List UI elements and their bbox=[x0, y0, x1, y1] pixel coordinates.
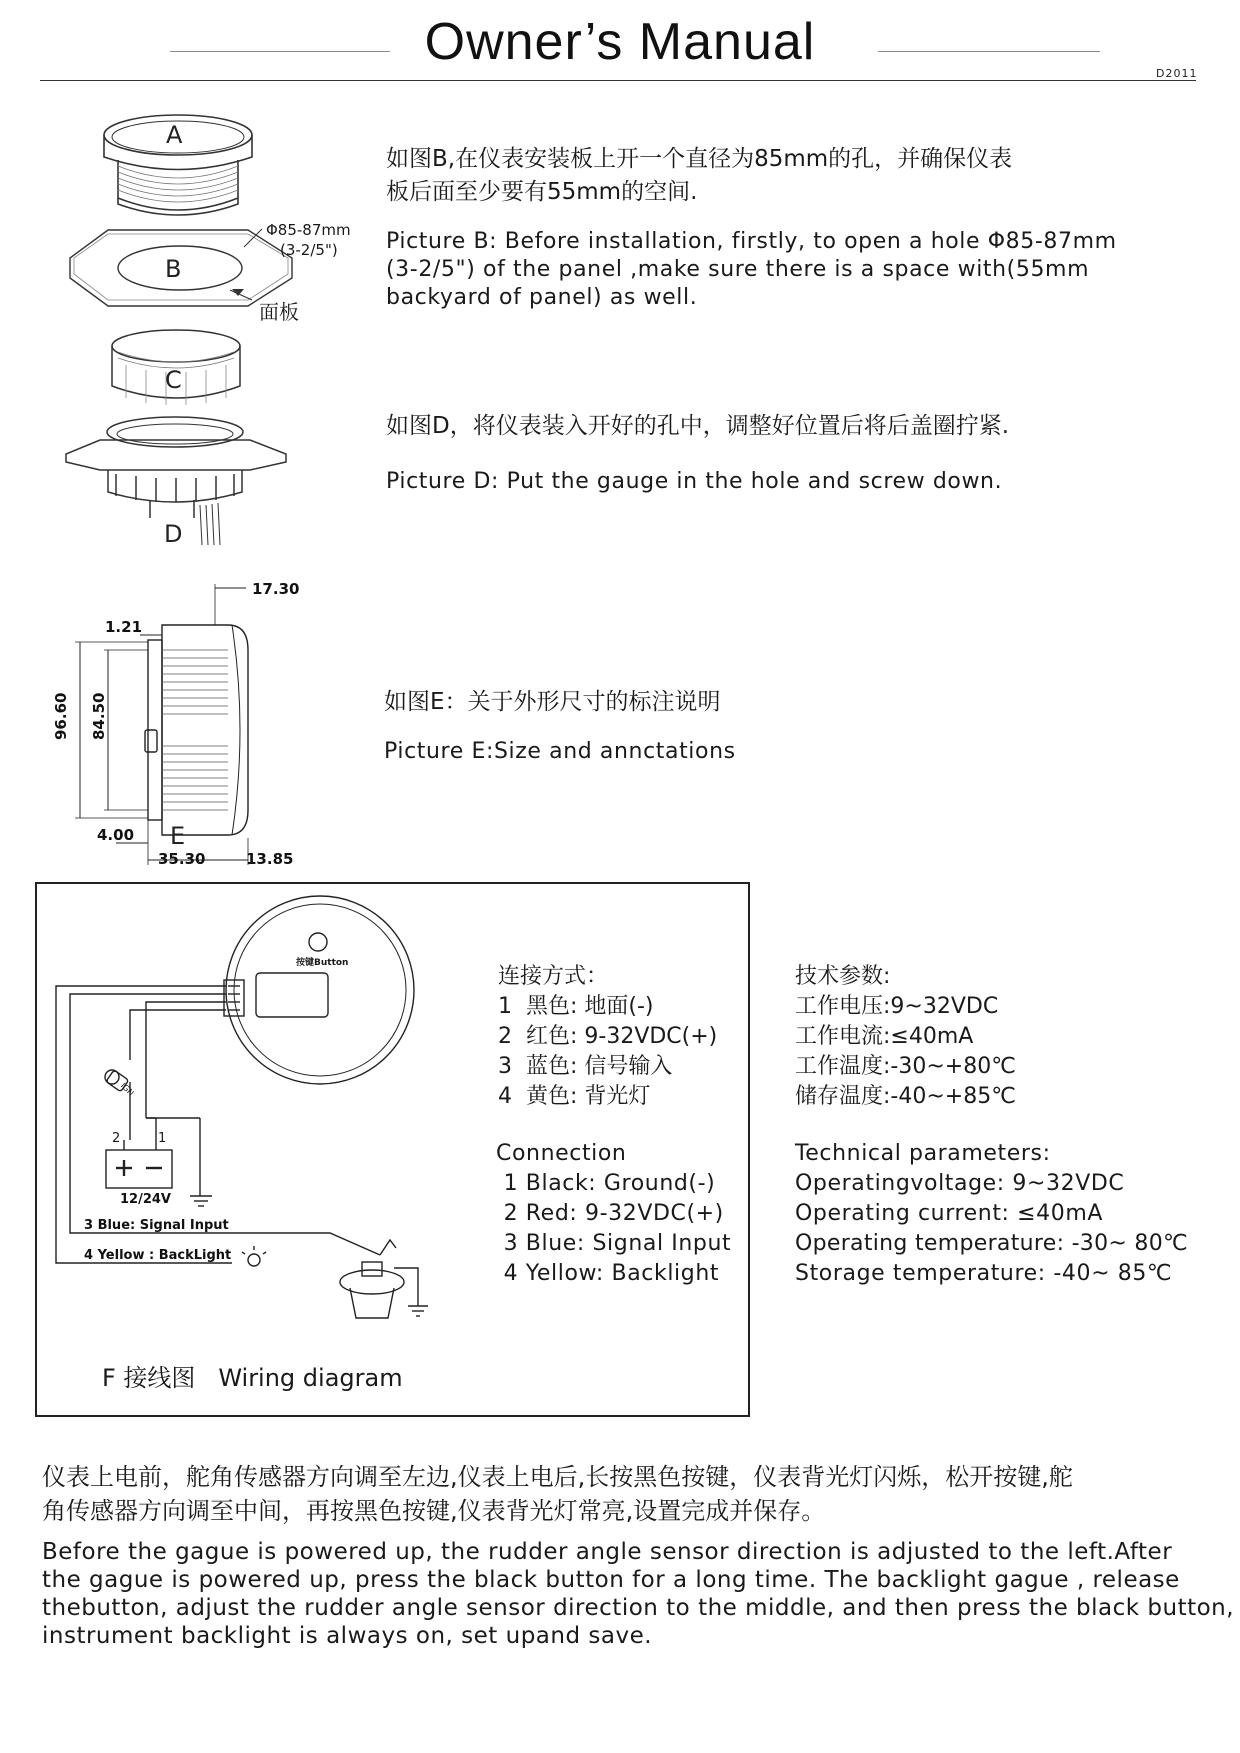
figure-label-d: D bbox=[164, 520, 183, 548]
battery-pin-2: 2 bbox=[112, 1131, 121, 1146]
wire-4-label: 4 Yellow : BackLight bbox=[84, 1248, 232, 1263]
dim-13-85: 13.85 bbox=[246, 850, 294, 868]
hole-diameter-label: Φ85-87mm bbox=[266, 221, 351, 239]
step-e-en: Picture E:Size and annctations bbox=[384, 739, 736, 764]
document-id: D2011 bbox=[1156, 67, 1198, 80]
step-b-en-line2: (3-2/5") of the panel ,make sure there is a space with(55mm bbox=[386, 257, 1090, 282]
step-b-cn-line2: 板后面至少要有55mm的空间. bbox=[386, 179, 698, 205]
instructions-en-line4: instrument backlight is always on, set upand save. bbox=[42, 1623, 653, 1649]
instructions-cn-line2: 角传感器方向调至中间，再按黑色按键,仪表背光灯常亮,设置完成并保存。 bbox=[42, 1497, 826, 1525]
connection-cn-heading: 连接方式： bbox=[498, 964, 609, 989]
step-b-en-line3: backyard of panel) as well. bbox=[386, 285, 698, 310]
figure-label-b: B bbox=[165, 255, 182, 283]
tech-cn-item: 储存温度:-40~+85℃ bbox=[795, 1084, 1016, 1109]
connection-en-item: 1 Black: Ground(-) bbox=[496, 1171, 716, 1196]
connection-cn-item: 3 蓝色: 信号输入 bbox=[498, 1054, 673, 1079]
connection-en-item: 3 Blue: Signal Input bbox=[496, 1231, 732, 1256]
connection-cn-item: 4 黄色: 背光灯 bbox=[498, 1084, 651, 1109]
step-b-en-line1: Picture B: Before installation, firstly, to open a hole Φ85-87mm bbox=[386, 229, 1117, 254]
step-b-cn-line1: 如图B,在仪表安装板上开一个直径为85mm的孔，并确保仪表 bbox=[386, 146, 1013, 172]
dim-17-30: 17.30 bbox=[252, 580, 300, 598]
step-d-en: Picture D: Put the gauge in the hole and screw down. bbox=[386, 469, 1003, 494]
battery-voltage-label: 12/24V bbox=[120, 1192, 171, 1207]
page-title: Owner’s Manual bbox=[424, 13, 816, 71]
dim-4-00: 4.00 bbox=[97, 826, 135, 844]
connection-en-item: 4 Yellow: Backlight bbox=[496, 1261, 720, 1286]
instructions-cn-line1: 仪表上电前，舵角传感器方向调至左边,仪表上电后,长按黑色按键，仪表背光灯闪烁，松开按键,舵 bbox=[42, 1463, 1073, 1491]
figure-label-e: E bbox=[170, 822, 186, 850]
tech-en-item: Storage temperature: -40~ 85℃ bbox=[795, 1261, 1173, 1286]
hole-diameter-inch-label: (3-2/5") bbox=[280, 241, 338, 259]
title-rule-right bbox=[878, 51, 1100, 52]
instructions-en-line3: thebutton, adjust the rudder angle sensor direction to the middle, and then press the black button, bbox=[42, 1595, 1235, 1621]
button-label: 按键Button bbox=[296, 958, 349, 968]
figure-label-c: C bbox=[165, 366, 182, 394]
tech-en-item: Operatingvoltage: 9~32VDC bbox=[795, 1171, 1125, 1196]
connection-en-item: 2 Red: 9-32VDC(+) bbox=[496, 1201, 724, 1226]
step-e-cn: 如图E：关于外形尺寸的标注说明 bbox=[384, 689, 721, 715]
tech-en-heading: Technical parameters: bbox=[795, 1141, 1051, 1166]
panel-label: 面板 bbox=[259, 300, 299, 324]
tech-cn-item: 工作电流:≤40mA bbox=[795, 1024, 974, 1049]
tech-cn-heading: 技术参数: bbox=[795, 964, 891, 989]
connection-cn-item: 2 红色: 9-32VDC(+) bbox=[498, 1024, 718, 1049]
ign-label: IGN bbox=[118, 1081, 136, 1098]
wiring-caption: F 接线图 Wiring diagram bbox=[102, 1364, 403, 1392]
tech-cn-item: 工作温度:-30~+80℃ bbox=[795, 1054, 1016, 1079]
figure-label-a: A bbox=[166, 121, 183, 149]
tech-en-item: Operating current: ≤40mA bbox=[795, 1201, 1104, 1226]
connection-cn-item: 1 黑色: 地面(-) bbox=[498, 994, 654, 1019]
step-d-cn: 如图D，将仪表装入开好的孔中，调整好位置后将后盖圈拧紧. bbox=[386, 413, 1010, 439]
tech-cn-item: 工作电压:9~32VDC bbox=[795, 994, 999, 1019]
dim-1-21: 1.21 bbox=[105, 618, 143, 636]
instructions-en-line2: the gague is powered up, press the black button for a long time. The backlight gague , release bbox=[42, 1567, 1180, 1593]
tech-en-item: Operating temperature: -30~ 80℃ bbox=[795, 1231, 1189, 1256]
instructions-en-line1: Before the gague is powered up, the rudder angle sensor direction is adjusted to the left.After bbox=[42, 1539, 1173, 1565]
dim-96-60: 96.60 bbox=[52, 692, 70, 740]
connection-en-heading: Connection bbox=[496, 1141, 627, 1166]
battery-pin-1: 1 bbox=[158, 1131, 167, 1146]
dim-35-30: 35.30 bbox=[158, 850, 206, 868]
wire-3-label: 3 Blue: Signal Input bbox=[84, 1218, 229, 1233]
dim-84-50: 84.50 bbox=[90, 692, 108, 740]
